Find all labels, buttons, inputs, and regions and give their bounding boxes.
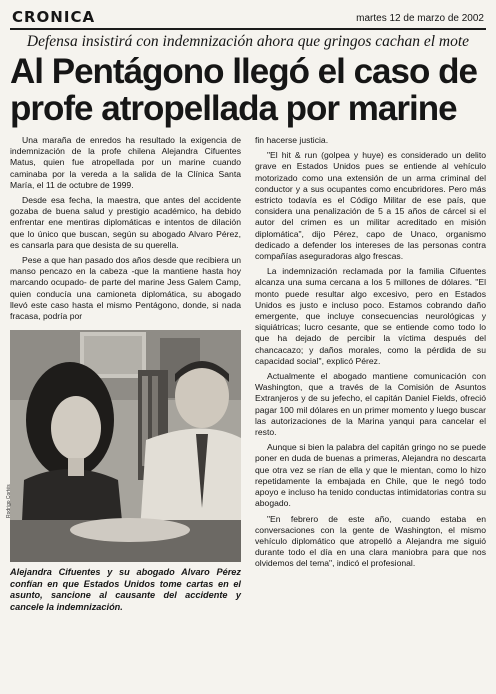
headline	[10, 53, 486, 127]
paragraph: "El hit & run (golpea y huye) es considerado un delito grave en Estados Unidos pues se entiende al vehículo motorizado como una extensión de un arma criminal del conductor y a sus ocupantes como encubridores. Pero más estricto todavía es el Código Militar de ese país, que considera una penalización de 5 a 15 años de cárcel si el autor del crimen es un militar acreditado en misión diplomática", dijo Pérez, capo de Unaco, organismo dedicado a defender los intereses de las personas contra compañías aseguradoras algo frescas.	[255, 150, 486, 262]
headline-line-2: profe atropellada por marine	[10, 89, 457, 128]
left-column	[6, 135, 241, 614]
paragraph: fin hacerse justicia.	[255, 135, 329, 145]
paragraph: Actualmente el abogado mantiene comunicación con Washington, que a través de la Comisión de Asuntos Extranjeros y de su jefecho, el capitán Daniel Fields, ofreció pagar 100 mil dólares en un primer momento y luego buscar las autorizaciones de la Marina yanqui para cancelar el resto.	[255, 371, 486, 438]
section-name: CRONICA	[12, 8, 96, 26]
paragraph: Pese a que han pasado dos años desde que recibiera un manso pencazo en la cabeza -que la mantiene hasta hoy marcando ocupado- de parte del marine Jess Galem Camp, quien conducía una camioneta diplomática, su abogado llevó este caso hasta el mismo Pentágono, donde, si nada fracasa, podría por	[10, 255, 241, 322]
photo-credit: Rodrigo Cortés	[6, 484, 12, 519]
paragraph: La indemnización reclamada por la familia Cifuentes alcanza una suma cercana a los 5 millones de dólares. "El monto puede resultar algo excesivo, pero en Estados Unidos es justo e incluso poco. Estamos cobrando daño emergente, que incluye consecuencias neurológicas y siquiátricas; lucro cesante, que se entiende como todo lo que ha dejado de percibir la víctima después del chancacazo; y daños morales, como la pérdida de su capacidad social", explicó Pérez.	[255, 266, 486, 366]
publication-date: martes 12 de marzo de 2002	[356, 13, 484, 24]
headline-line-1: Al Pentágono llegó el caso de	[10, 52, 477, 91]
kicker: Defensa insistirá con indemnización ahora que gringos cachan el mote	[26, 33, 470, 50]
photo-caption: Alejandra Cifuentes y su abogado Alvaro Pérez confían en que Estados Unidos tome cartas en el asunto, sancione al causante del accidente y cancele la indemnización.	[10, 567, 241, 613]
paragraph: "En febrero de este año, cuando estaba en conversaciones con la gente de Washington, el mismo vehículo diplomático que atropelló a Alejandra me siguió durante todo el día en una clara maniobra para que nos olvidemos del tema", indicó el profesional.	[255, 513, 486, 569]
paragraph: Desde esa fecha, la maestra, que antes del accidente gozaba de buena salud y prestigio académico, ha debido enfrentar ene mentiras diplomáticas e intentos de dilación que lo único que buscan, según su abogado Alvaro Pérez, es cansarla para que desista de su querella.	[10, 195, 241, 250]
paragraph: Aunque si bien la palabra del capitán gringo no se puede poner en duda de buenas a primeras, Alejandra no descarta que otra vez se rían de ella y que le mientan, como lo hizo repetidamente la embajada en Chile, que le negó todo apoyo e incluso ha tenido conductas intimidatorias contra su abogado.	[255, 442, 486, 509]
photo-illustration	[10, 330, 241, 562]
article-body	[6, 135, 486, 614]
masthead	[10, 6, 486, 30]
article-photo	[6, 330, 241, 562]
paragraph: Una maraña de enredos ha resultado la exigencia de indemnización de la profe chilena Alejandra Cifuentes Matus, quien fue atropellada por un marine cuando caminaba por la vereda a la salida de la Clínica Santa María, el 11 de octubre de 1999.	[10, 135, 241, 190]
right-column	[255, 135, 486, 614]
